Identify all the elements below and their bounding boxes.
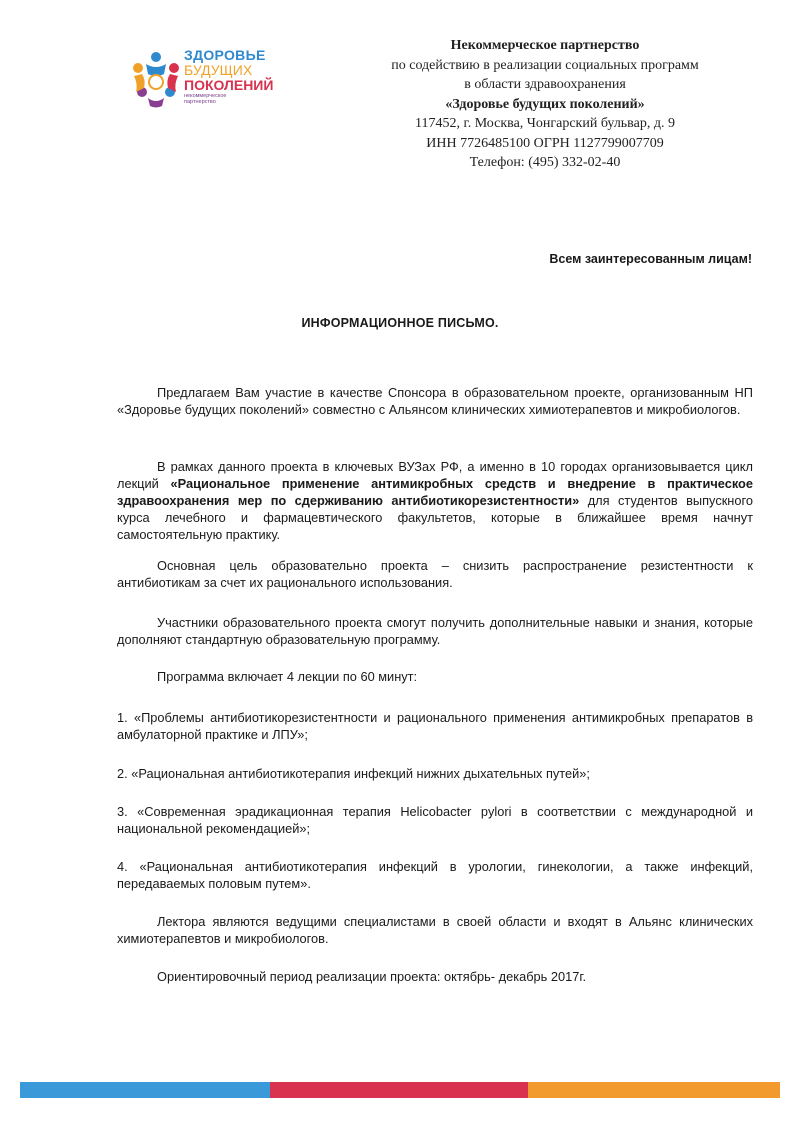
footer-bar-blue [20,1082,270,1098]
letterhead [380,36,710,173]
org-field: в области здравоохранения [464,77,626,92]
footer-bar-orange [528,1082,780,1098]
paragraph-5: Программа включает 4 лекции по 60 минут: [157,669,418,684]
logo-line-2: БУДУЩИХ [184,62,253,78]
paragraph-4: Участники образовательного проекта смогут получить дополнительные навыки и знания, которые дополняют стандартную образовательную программу. [117,615,753,647]
lecture-cycle-title: «Рациональное применение антимикробных средств и внедрение в практическое здравоохранения мер по сдерживанию антибиотикорезистентности» [117,476,753,508]
logo-line-1: ЗДОРОВЬЕ [184,47,266,63]
footer-bar-red [270,1082,528,1098]
paragraph-2-intro: В рамках данного проекта в ключевых ВУЗах РФ, а именно в 10 городах организовывается цикл лекций [117,459,753,491]
org-ids: ИНН 7726485100 ОГРН 1127799007709 [426,135,664,151]
document-title: ИНФОРМАЦИОННОЕ ПИСЬМО. [301,316,499,330]
paragraph-3: Основная цель образовательно проекта – снизить распространение резистентности к антибиотикам за счет их рационального использования. [117,558,753,590]
org-address: 117452, г. Москва, Чонгарский бульвар, д. 9 [415,116,675,131]
lecture-item-4: 4. «Рациональная антибиотикотерапия инфекций в урологии, гинекологии, а также инфекций, передаваемых половым путем». [117,859,753,891]
lecture-item-2: 2. «Рациональная антибиотикотерапия инфекций нижних дыхательных путей»; [117,766,590,781]
org-phone: Телефон: (495) 332-02-40 [469,155,621,170]
logo-line-3: ПОКОЛЕНИЙ [184,77,274,93]
people-circle-icon [128,48,184,110]
paragraph-2 [117,458,753,543]
addressee: Всем заинтересованным лицам! [549,252,752,266]
paragraph-2-end: для студентов выпускного курса лечебного и фармацевтического факультетов, которые в ближайшее время начнут самостоятельную практику. [117,493,753,542]
org-purpose: по содействию в реализации социальных программ [391,57,699,73]
org-type: Некоммерческое партнерство [450,38,640,53]
paragraph-7: Ориентировочный период реализации проекта: октябрь- декабрь 2017г. [157,969,587,984]
logo-subtitle: некоммерческое партнерство [184,93,227,105]
paragraph-6: Лектора являются ведущими специалистами в своей области и входят в Альянс клинических химиотерапевтов и микробиологов. [117,914,753,946]
paragraph-1: Предлагаем Вам участие в качестве Спонсора в образовательном проекте, организованным НП «Здоровье будущих поколений» совместно с Альянсом клинических химиотерапевтов и микробиологов. [117,385,753,417]
logo [128,44,278,124]
lecture-item-3: 3. «Современная эрадикационная терапия Helicobacter pylori в соответствии с международной и национальной рекомендацией»; [117,804,753,836]
org-name: «Здоровье будущих поколений» [445,96,645,112]
lecture-item-1: 1. «Проблемы антибиотикорезистентности и рационального применения антимикробных препаратов в амбулаторной практике и ЛПУ»; [117,710,753,742]
